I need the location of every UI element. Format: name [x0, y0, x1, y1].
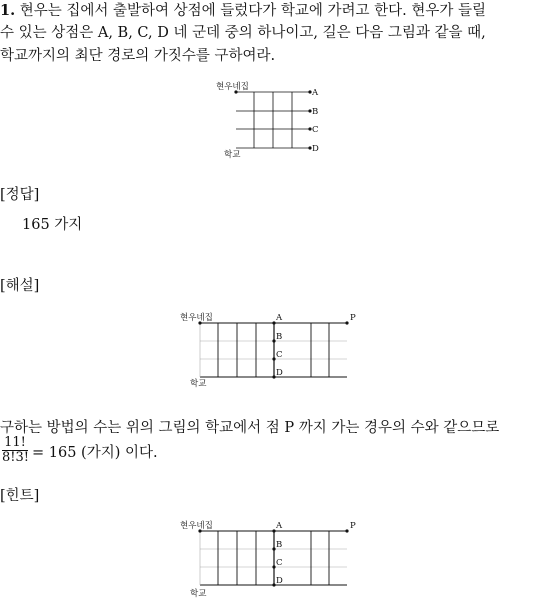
store-label-c: C [312, 125, 319, 135]
store-label-c: C [276, 350, 283, 360]
point-p-label: P [350, 521, 356, 531]
point-p [345, 321, 348, 324]
school-label: 학교 [224, 150, 241, 160]
answer-heading: [정답] [0, 187, 40, 203]
figure-2-grid [178, 310, 368, 390]
fraction-denominator: 8!3! [2, 450, 29, 465]
home-label: 현우네집 [216, 82, 249, 92]
explanation-heading: [해설] [0, 278, 40, 294]
problem-line-1 [0, 0, 534, 23]
problem-line-2: 수 있는 상점은 A, B, C, D 네 군데 중의 하나이고, 길은 다음 그림과 같을 때, [0, 25, 486, 41]
school-label: 학교 [190, 589, 207, 599]
store-label-a: A [276, 521, 283, 531]
point-p [345, 529, 348, 532]
problem-text-1: 현우는 집에서 출발하여 상점에 들렀다가 학교에 가려고 한다. 현우가 들릴 [19, 3, 487, 19]
store-label-d: D [276, 576, 283, 586]
problem-number: 1. [0, 2, 16, 19]
problem-line-3: 학교까지의 최단 경로의 가짓수를 구하여라. [0, 48, 276, 64]
figure-3-grid [178, 518, 368, 600]
point-p-label: P [350, 313, 356, 323]
explanation-text: 구하는 방법의 수는 위의 그림의 학교에서 점 P 까지 가는 경우의 수와 같으므로 [0, 420, 500, 436]
store-label-b: B [312, 107, 319, 117]
store-label-c: C [276, 558, 283, 568]
store-label-a: A [276, 313, 283, 323]
explanation-result: = 165 (가지) 이다. [32, 445, 158, 461]
store-label-a: A [312, 88, 319, 98]
answer-value: 165 가지 [22, 217, 83, 233]
fraction-numerator: 11! [2, 436, 28, 451]
store-label-d: D [312, 144, 319, 154]
store-label-b: B [276, 540, 283, 550]
fraction [2, 436, 28, 465]
store-label-b: B [276, 332, 283, 342]
figure-1-grid [210, 80, 330, 162]
school-label: 학교 [190, 379, 207, 389]
home-label: 현우네집 [180, 521, 213, 531]
home-label: 현우네집 [180, 313, 213, 323]
store-label-d: D [276, 368, 283, 378]
hint-heading: [힌트] [0, 488, 40, 504]
